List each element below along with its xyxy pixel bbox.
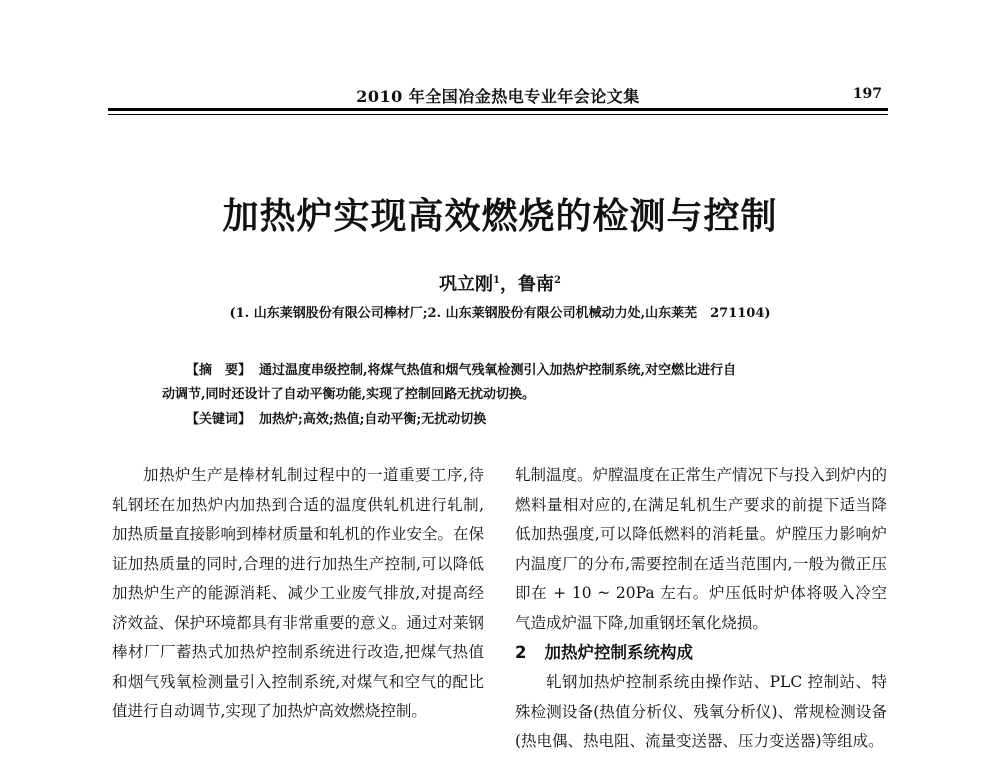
paper-title: 加热炉实现高效燃烧的检测与控制	[222, 195, 778, 237]
author-separator: ，	[500, 274, 518, 295]
keywords-text: 加热炉;高效;热值;自动平衡;无扰动切换	[259, 412, 487, 427]
author-name: 鲁南	[518, 274, 554, 295]
abstract-text-cont: 动调节,同时还设计了自动平衡功能,实现了控制回路无扰动切换。	[162, 387, 536, 402]
header-rule-thick	[108, 108, 888, 111]
author-superscript: 1	[493, 275, 500, 286]
running-header	[108, 84, 888, 108]
page-number: 197	[852, 86, 882, 102]
author-superscript: 2	[554, 275, 561, 286]
section-title: 加热炉控制系统构成	[544, 643, 693, 662]
body-column-left	[112, 461, 484, 727]
authors	[0, 270, 1000, 296]
body-paragraph: 轧制温度。炉膛温度在正常生产情况下与投入到炉内的燃料量相对应的,在满足轧机生产要求的前提下适当降低加热强度,可以降低燃料的消耗量。炉膛压力影响炉内温度厂的分布,需要控制在适当范围内,一般为微正压即在 + 10 ~ 20Pa 左右。炉压低时炉体将吸入冷空气造成炉温下降,加重钢坯氧化烧损。	[515, 466, 888, 632]
section-number: 2	[515, 643, 527, 662]
body-paragraph: 加热炉生产是棒材轧制过程中的一道重要工序,待轧钢坯在加热炉内加热到合适的温度供轧机进行轧制,加热质量直接影响到棒材质量和轧机的作业安全。在保证加热质量的同时,合理的进行加热生产控制,可以降低加热炉生产的能源消耗、减少工业废气排放,对提高经济效益、保护环境都具有非常重要的意义。通过对莱钢棒材厂厂蓄热式加热炉控制系统进行改造,把煤气热值和烟气残氧检测量引入控制系统,对煤气和空气的配比值进行自动调节,实现了加热炉高效燃烧控制。	[112, 466, 485, 720]
body-paragraph: 轧钢加热炉控制系统由操作站、PLC 控制站、特殊检测设备(热值分析仪、残氧分析仪)、常规检测设备(热电偶、热电阻、流量变送器、压力变送器)等组成。	[515, 673, 887, 750]
header-rule-thin	[108, 114, 888, 115]
abstract-label: 【摘 要】	[186, 363, 252, 378]
keywords	[186, 408, 486, 427]
section-heading	[515, 638, 887, 668]
abstract-text: 通过温度串级控制,将煤气热值和烟气残氧检测引入加热炉控制系统,对空燃比进行自	[259, 363, 737, 378]
keywords-label: 【关键词】	[186, 412, 252, 427]
affiliation: (1. 山东莱钢股份有限公司棒材厂;2. 山东莱钢股份有限公司机械动力处,山东莱芜 271104)	[229, 306, 771, 321]
abstract	[162, 359, 862, 407]
body-column-right	[515, 461, 887, 757]
author-name: 巩立刚	[439, 274, 494, 295]
proceedings-title: 2010 年全国冶金热电专业年会论文集	[356, 87, 640, 106]
